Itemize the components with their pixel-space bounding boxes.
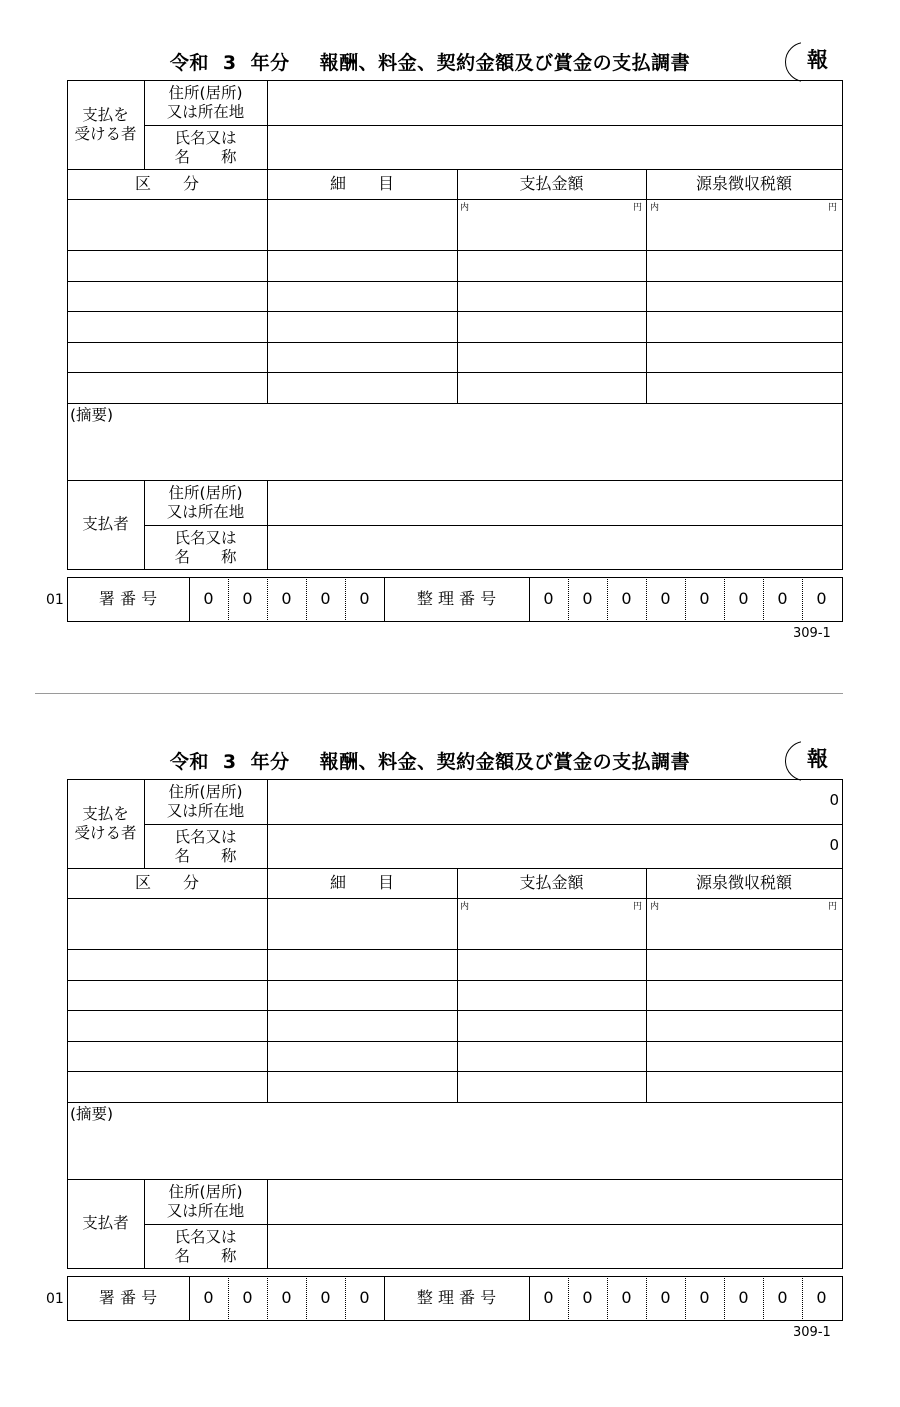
ref-number-digit[interactable]: 0 — [777, 1288, 788, 1307]
tax-yen-label: 円 — [828, 203, 838, 213]
ref-number-label: 整 理 番 号 — [416, 589, 497, 608]
amount-yen-label: 円 — [633, 902, 643, 912]
remarks-section[interactable] — [67, 403, 843, 481]
form-stamp: 報 — [785, 42, 825, 82]
remarks-section[interactable] — [67, 1102, 843, 1180]
tax-inner-label: 内 — [650, 902, 660, 912]
ref-number-digit[interactable]: 0 — [738, 1288, 749, 1307]
amount-inner-label: 内 — [460, 203, 470, 213]
payment-slip-2 — [0, 747, 900, 1407]
form-code: 309-1 — [793, 626, 831, 641]
office-number-digit[interactable]: 0 — [281, 589, 292, 608]
amount-yen-label: 円 — [633, 203, 643, 213]
recipient-label: 支払を 受ける者 — [74, 805, 137, 842]
recipient-address-field[interactable]: 0 — [829, 791, 839, 809]
office-number-digit[interactable]: 0 — [320, 1288, 331, 1307]
ref-number-digit[interactable]: 0 — [777, 589, 788, 608]
category-column-header: 区 分 — [134, 873, 199, 892]
tax-column-header: 源泉徴収税額 — [695, 873, 792, 892]
recipient-name-field[interactable]: 0 — [829, 836, 839, 854]
ref-number-digit[interactable]: 0 — [582, 1288, 593, 1307]
ref-number-digit[interactable]: 0 — [621, 1288, 632, 1307]
ref-number-digit[interactable]: 0 — [816, 1288, 827, 1307]
ref-number-digit[interactable]: 0 — [699, 589, 710, 608]
ref-number-digit[interactable]: 0 — [582, 589, 593, 608]
amount-column-header: 支払金額 — [519, 873, 584, 892]
detail-column-header: 細 目 — [329, 873, 394, 892]
office-number-digit[interactable]: 0 — [281, 1288, 292, 1307]
office-number-digit[interactable]: 0 — [242, 1288, 253, 1307]
ref-number-digit[interactable]: 0 — [738, 589, 749, 608]
payment-detail-table — [67, 868, 843, 1103]
office-number-digit[interactable]: 0 — [242, 589, 253, 608]
category-column-header: 区 分 — [134, 174, 199, 193]
payment-detail-table — [67, 169, 843, 404]
office-number-digit[interactable]: 0 — [359, 589, 370, 608]
office-number-digit[interactable]: 0 — [359, 1288, 370, 1307]
office-number-digit[interactable]: 0 — [320, 589, 331, 608]
amount-inner-label: 内 — [460, 902, 470, 912]
slip-divider — [35, 693, 843, 694]
payer-name-label: 氏名又は 名 称 — [174, 529, 237, 566]
office-number-digit[interactable]: 0 — [203, 589, 214, 608]
ref-number-digit[interactable]: 0 — [660, 1288, 671, 1307]
row-code: 01 — [46, 1291, 64, 1307]
ref-number-digit[interactable]: 0 — [543, 1288, 554, 1307]
ref-number-digit[interactable]: 0 — [543, 589, 554, 608]
payer-label: 支払者 — [82, 1214, 129, 1232]
form-stamp: 報 — [785, 741, 825, 781]
tax-column-header: 源泉徴収税額 — [695, 174, 792, 193]
payer-address-label: 住所(居所) 又は所在地 — [166, 484, 245, 521]
recipient-address-label: 住所(居所) 又は所在地 — [166, 783, 245, 820]
payer-address-label: 住所(居所) 又は所在地 — [166, 1183, 245, 1220]
payer-label: 支払者 — [82, 515, 129, 533]
ref-number-digit[interactable]: 0 — [621, 589, 632, 608]
ref-number-label: 整 理 番 号 — [416, 1288, 497, 1307]
detail-column-header: 細 目 — [329, 174, 394, 193]
recipient-label: 支払を 受ける者 — [74, 106, 137, 143]
payment-slip-1 — [0, 48, 900, 708]
tax-yen-label: 円 — [828, 902, 838, 912]
remarks-label: (摘要) — [70, 406, 114, 424]
form-code: 309-1 — [793, 1325, 831, 1340]
office-number-label: 署 番 号 — [98, 589, 158, 608]
ref-number-digit[interactable]: 0 — [699, 1288, 710, 1307]
form-title: 令和 3 年分 報酬、料金、契約金額及び賞金の支払調書 — [169, 751, 691, 773]
amount-column-header: 支払金額 — [519, 174, 584, 193]
ref-number-digit[interactable]: 0 — [816, 589, 827, 608]
form-title: 令和 3 年分 報酬、料金、契約金額及び賞金の支払調書 — [169, 52, 691, 74]
payer-name-label: 氏名又は 名 称 — [174, 1228, 237, 1265]
remarks-label: (摘要) — [70, 1105, 114, 1123]
ref-number-digit[interactable]: 0 — [660, 589, 671, 608]
office-number-label: 署 番 号 — [98, 1288, 158, 1307]
recipient-name-label: 氏名又は 名 称 — [174, 129, 237, 166]
row-code: 01 — [46, 592, 64, 608]
tax-inner-label: 内 — [650, 203, 660, 213]
recipient-name-label: 氏名又は 名 称 — [174, 828, 237, 865]
recipient-address-label: 住所(居所) 又は所在地 — [166, 84, 245, 121]
office-number-digit[interactable]: 0 — [203, 1288, 214, 1307]
